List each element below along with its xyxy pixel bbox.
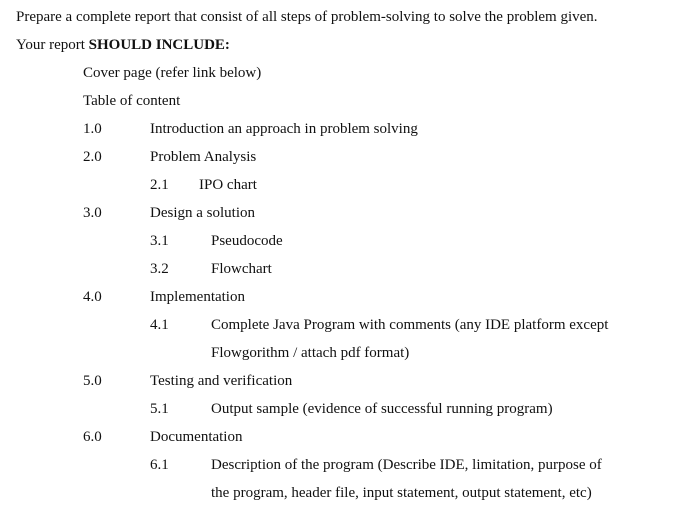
section-number-6-0: 6.0: [83, 429, 102, 445]
section-title-2-0: Problem Analysis: [150, 149, 257, 165]
intro-text: Prepare a complete report that consist of all steps of problem-solving to solve the problem given.: [16, 9, 598, 25]
report-heading-prefix: Your report: [16, 37, 89, 53]
section-number-3-0: 3.0: [83, 205, 102, 221]
section-title-4-1-line1: Complete Java Program with comments (any IDE platform except: [211, 317, 609, 333]
section-number-4-1: 4.1: [150, 317, 169, 333]
section-title-3-1: Pseudocode: [211, 233, 283, 249]
report-heading: [16, 36, 230, 54]
section-number-2-0: 2.0: [83, 149, 102, 165]
section-title-2-1: IPO chart: [199, 177, 257, 193]
section-title-1-0: Introduction an approach in problem solving: [150, 121, 418, 137]
section-number-1-0: 1.0: [83, 121, 102, 137]
section-number-2-1: 2.1: [150, 177, 169, 193]
toc-title: Table of content: [83, 93, 181, 109]
cover-page-item: Cover page (refer link below): [83, 65, 262, 81]
section-number-5-0: 5.0: [83, 373, 102, 389]
section-title-4-1-line2: Flowgorithm / attach pdf format): [211, 345, 410, 361]
section-title-6-1-line1: Description of the program (Describe IDE, limitation, purpose of: [211, 457, 602, 473]
section-title-5-1: Output sample (evidence of successful running program): [211, 401, 553, 417]
section-number-6-1: 6.1: [150, 457, 169, 473]
section-title-3-2: Flowchart: [211, 261, 272, 277]
report-heading-bold: SHOULD INCLUDE:: [88, 37, 230, 53]
section-title-4-0: Implementation: [150, 289, 245, 305]
section-number-3-1: 3.1: [150, 233, 169, 249]
section-title-3-0: Design a solution: [150, 205, 255, 221]
section-number-3-2: 3.2: [150, 261, 169, 277]
section-title-6-0: Documentation: [150, 429, 243, 445]
section-title-6-1-line2: the program, header file, input statement, output statement, etc): [211, 485, 592, 501]
section-number-4-0: 4.0: [83, 289, 102, 305]
section-title-5-0: Testing and verification: [150, 373, 293, 389]
section-number-5-1: 5.1: [150, 401, 169, 417]
